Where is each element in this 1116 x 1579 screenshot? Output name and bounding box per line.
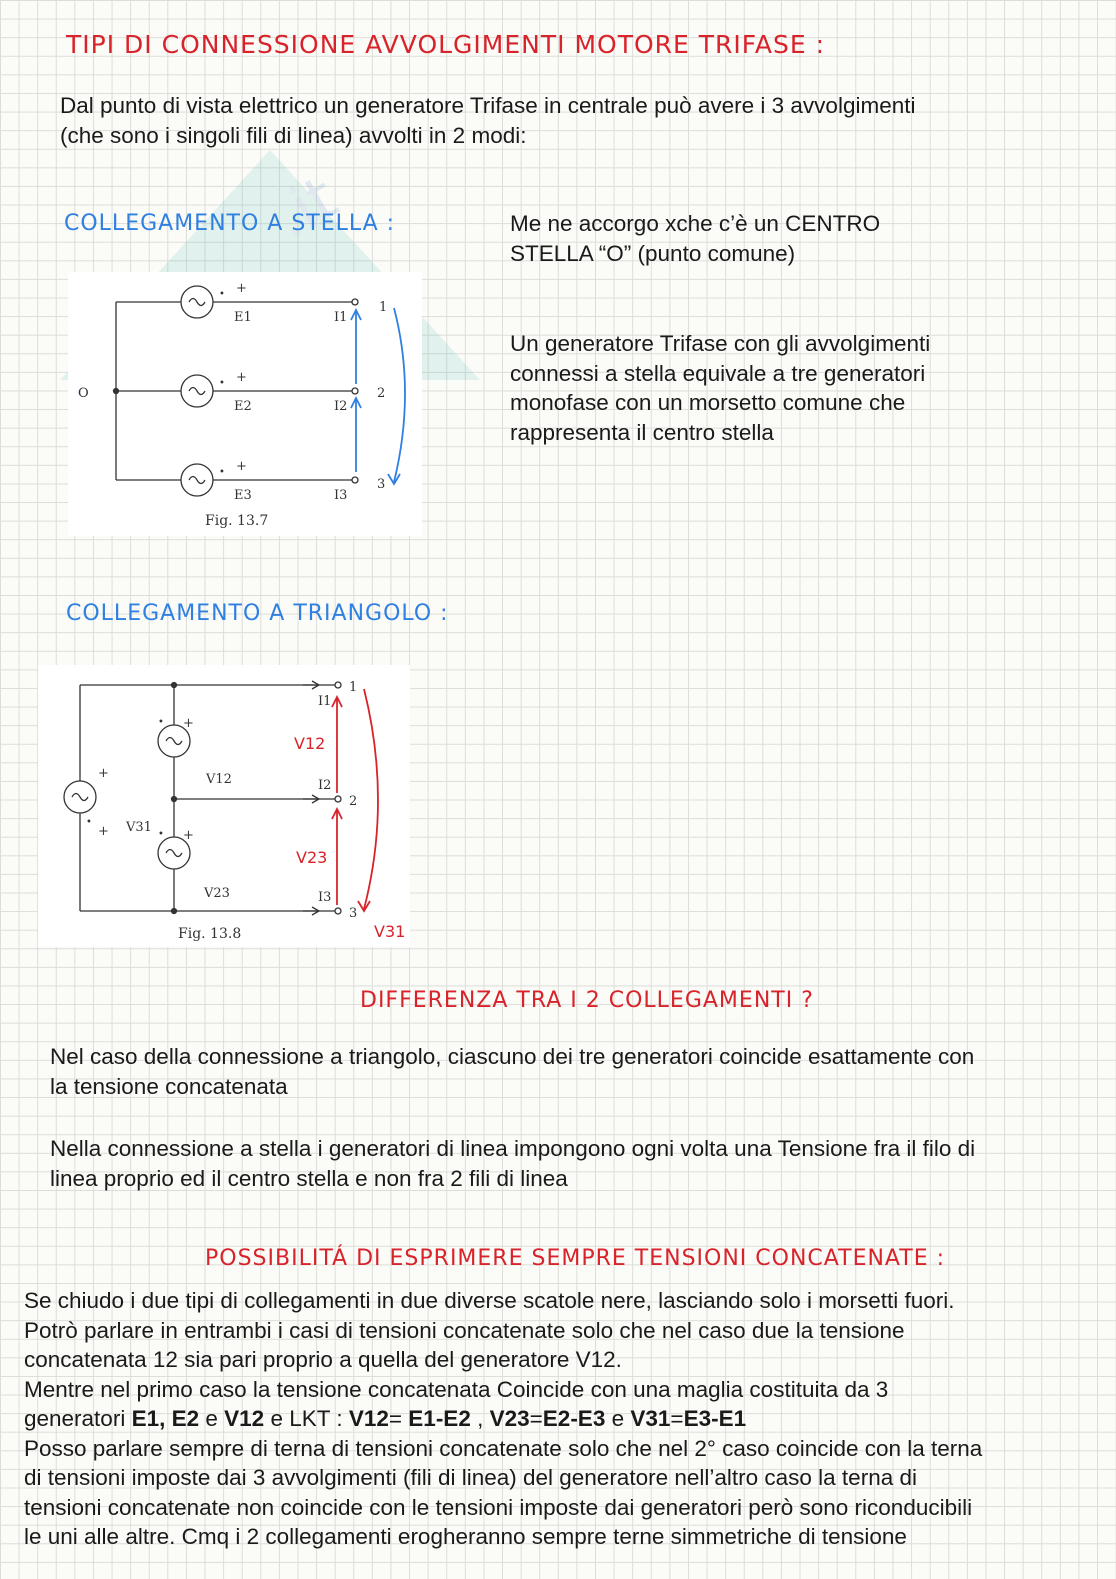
delta-source-voltage-3: V31: [126, 820, 152, 835]
star-terminal-2: 2: [377, 386, 386, 401]
delta-current-label-3: I3: [318, 890, 332, 905]
svg-text:•: •: [219, 289, 225, 300]
delta-hand-label-v31: V31: [374, 922, 406, 941]
star-source-label-3: E3: [234, 488, 252, 503]
star-current-label-2: I2: [334, 399, 348, 414]
star-current-label-3: I3: [334, 488, 348, 503]
svg-text:+: +: [183, 716, 194, 731]
svg-text:.it: .it: [262, 162, 349, 253]
star-current-label-1: I1: [334, 310, 348, 325]
possibility-paragraph: Se chiudo i due tipi di collegamenti in due diverse scatole nere, lasciando solo i morsetti fuori. Potrò parlare in entrambi i casi di tensioni concatenate solo che nel caso due la tensione concatenata 12 sia pari proprio a quella del generatore V12. Mentre nel primo caso la tensione concatenata Coincide con una maglia costituita da 3 generatori E1, E2 e V12 e LKT : V12= E1-E2 , V23=E2-E3 e V31=E3-E1 Posso parlare sempre di terna di tensioni concatenate solo che nel 2° caso coincide con la terna di tensioni imposte dai 3 avvolgimenti (fili di linea) del generatore nell’altro caso la terna di tensioni concatenate non coincide con le tensioni imposte dai generatori però sono riconducibili le uni alle altre. Cmq i 2 collegamenti erogheranno sempre terne simmetriche di tensione: [24, 1288, 983, 1549]
star-source-label-2: E2: [234, 399, 252, 414]
svg-text:+: +: [183, 828, 194, 843]
svg-text:•: •: [219, 467, 225, 478]
star-terminal-1: 1: [379, 300, 388, 315]
svg-text:+: +: [236, 370, 247, 385]
star-source-label-1: E1: [234, 310, 252, 325]
delta-hand-label-v12: V12: [294, 734, 326, 753]
star-node-label: O: [78, 386, 89, 401]
delta-terminal-2: 2: [349, 794, 358, 809]
delta-figure-caption: Fig. 13.8: [178, 926, 242, 942]
difference-paragraph-star: Nella connessione a stella i generatori di linea impongono ogni volta una Tensione fra il filo di linea proprio ed il centro stella e non fra 2 fili di linea: [50, 1136, 976, 1191]
svg-text:+: +: [98, 766, 109, 781]
star-terminal-3: 3: [377, 477, 386, 492]
delta-source-voltage-2: V23: [204, 886, 230, 901]
svg-text:•: •: [86, 817, 92, 828]
svg-text:•: •: [219, 378, 225, 389]
page-title: TIPI DI CONNESSIONE AVVOLGIMENTI MOTORE TRIFASE :: [66, 30, 825, 59]
delta-terminal-1: 1: [349, 680, 358, 695]
svg-text:+: +: [236, 281, 247, 296]
delta-hand-label-v23: V23: [296, 848, 328, 867]
star-note-center: Me ne accorgo xche c’è un CENTRO STELLA “O” (punto comune): [510, 211, 881, 266]
star-figure-caption: Fig. 13.7: [205, 513, 269, 529]
delta-current-label-1: I1: [318, 694, 332, 709]
svg-text:+: +: [236, 459, 247, 474]
svg-text:•: •: [158, 829, 164, 840]
delta-connection-figure: [38, 665, 410, 947]
delta-terminal-3: 3: [349, 906, 358, 921]
svg-text:+: +: [98, 824, 109, 839]
difference-paragraph-delta: Nel caso della connessione a triangolo, ciascuno dei tre generatori coincide esattamente con la tensione concatenata: [50, 1044, 975, 1099]
star-connection-figure: [68, 272, 422, 536]
delta-source-voltage-1: V12: [206, 772, 232, 787]
star-heading: COLLEGAMENTO A STELLA :: [64, 211, 396, 236]
delta-current-label-2: I2: [318, 778, 332, 793]
svg-text:•: •: [158, 717, 164, 728]
delta-heading: COLLEGAMENTO A TRIANGOLO :: [66, 601, 449, 626]
intro-text: Dal punto di vista elettrico un generatore Trifase in centrale può avere i 3 avvolgimenti (che sono i singoli fili di linea) avvolti in 2 modi:: [60, 93, 916, 148]
star-note-equivalence: Un generatore Trifase con gli avvolgimenti connessi a stella equivale a tre generatori monofase con un morsetto comune che rappresenta il centro stella: [510, 331, 931, 445]
difference-heading: DIFFERENZA TRA I 2 COLLEGAMENTI ?: [360, 988, 814, 1013]
possibility-heading: POSSIBILITÁ DI ESPRIMERE SEMPRE TENSIONI CONCATENATE :: [205, 1246, 946, 1271]
